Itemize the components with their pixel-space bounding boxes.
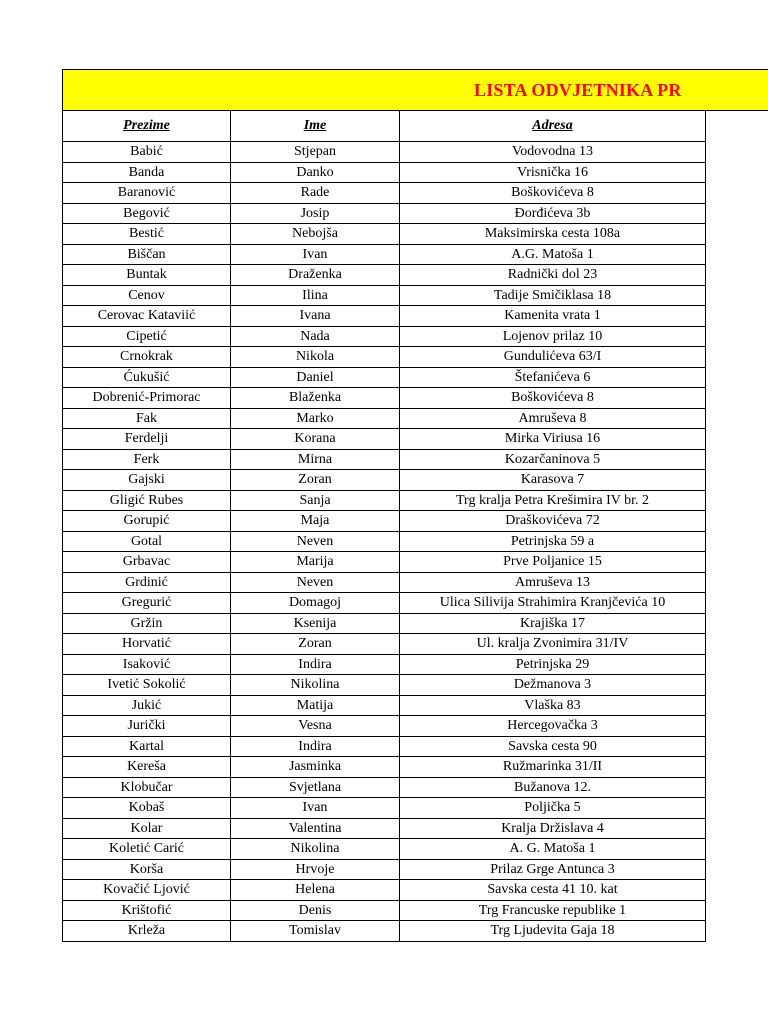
spreadsheet-sheet: [62, 69, 768, 942]
cell-adresa: Trg Francuske republike 1: [400, 900, 706, 921]
cell-ime: Tomislav: [231, 921, 400, 942]
cell-adresa: Ružmarinka 31/II: [400, 757, 706, 778]
cell-adresa: Poljička 5: [400, 798, 706, 819]
cell-ime: Ivan: [231, 798, 400, 819]
cell-adresa: Trg kralja Petra Krešimira IV br. 2: [400, 490, 706, 511]
cell-adresa: Bužanova 12.: [400, 777, 706, 798]
cell-ime: Valentina: [231, 818, 400, 839]
table-row: [63, 716, 706, 737]
cell-prezime: Kovačić Ljović: [63, 880, 231, 901]
cell-adresa: Gundulićeva 63/I: [400, 347, 706, 368]
cell-prezime: Isaković: [63, 654, 231, 675]
cell-adresa: Prilaz Grge Antunca 3: [400, 859, 706, 880]
cell-prezime: Grbavac: [63, 552, 231, 573]
table-row: [63, 490, 706, 511]
cell-adresa: Kozarčaninova 5: [400, 449, 706, 470]
table-row: [63, 921, 706, 942]
cell-ime: Marko: [231, 408, 400, 429]
document-title: LISTA ODVJETNIKA PR: [474, 80, 682, 100]
cell-prezime: Gorupić: [63, 511, 231, 532]
cell-ime: Ivana: [231, 306, 400, 327]
cell-adresa: Vrisnička 16: [400, 162, 706, 183]
cell-ime: Rade: [231, 183, 400, 204]
table-row: [63, 880, 706, 901]
cell-adresa: Boškovićeva 8: [400, 388, 706, 409]
cell-ime: Vesna: [231, 716, 400, 737]
table-row: [63, 859, 706, 880]
cell-prezime: Jukić: [63, 695, 231, 716]
table-row: [63, 531, 706, 552]
cell-prezime: Biščan: [63, 244, 231, 265]
cell-ime: Josip: [231, 203, 400, 224]
cell-ime: Helena: [231, 880, 400, 901]
table-row: [63, 203, 706, 224]
cell-prezime: Gajski: [63, 470, 231, 491]
column-header-ime: Ime: [231, 111, 400, 142]
cell-adresa: A. G. Matoša 1: [400, 839, 706, 860]
cell-prezime: Cenov: [63, 285, 231, 306]
cell-ime: Denis: [231, 900, 400, 921]
cell-prezime: Buntak: [63, 265, 231, 286]
cell-adresa: Petrinjska 59 a: [400, 531, 706, 552]
cell-adresa: Kamenita vrata 1: [400, 306, 706, 327]
table-row: [63, 347, 706, 368]
cell-prezime: Ivetić Sokolić: [63, 675, 231, 696]
cell-ime: Nikola: [231, 347, 400, 368]
cell-ime: Mirna: [231, 449, 400, 470]
cell-prezime: Krleža: [63, 921, 231, 942]
cell-ime: Matija: [231, 695, 400, 716]
cell-ime: Zoran: [231, 634, 400, 655]
table-row: [63, 736, 706, 757]
cell-prezime: Baranović: [63, 183, 231, 204]
table-row: [63, 285, 706, 306]
cell-ime: Nikolina: [231, 839, 400, 860]
table-row: [63, 224, 706, 245]
cell-ime: Nada: [231, 326, 400, 347]
cell-ime: Indira: [231, 736, 400, 757]
cell-adresa: Ulica Silivija Strahimira Kranjčevića 10: [400, 593, 706, 614]
table-row: [63, 470, 706, 491]
cell-adresa: Draškovićeva 72: [400, 511, 706, 532]
cell-ime: Hrvoje: [231, 859, 400, 880]
cell-prezime: Korša: [63, 859, 231, 880]
cell-ime: Daniel: [231, 367, 400, 388]
cell-adresa: Dežmanova 3: [400, 675, 706, 696]
cell-ime: Neven: [231, 572, 400, 593]
table-row: [63, 449, 706, 470]
cell-adresa: Savska cesta 90: [400, 736, 706, 757]
cell-prezime: Kartal: [63, 736, 231, 757]
cell-adresa: Štefanićeva 6: [400, 367, 706, 388]
cell-adresa: Karasova 7: [400, 470, 706, 491]
cell-adresa: Boškovićeva 8: [400, 183, 706, 204]
cell-adresa: Radnički dol 23: [400, 265, 706, 286]
table-row: [63, 511, 706, 532]
table-row: [63, 388, 706, 409]
cell-adresa: Vlaška 83: [400, 695, 706, 716]
cell-adresa: Trg Ljudevita Gaja 18: [400, 921, 706, 942]
table-body: [63, 142, 706, 942]
table-row: [63, 757, 706, 778]
cell-ime: Jasminka: [231, 757, 400, 778]
cell-adresa: Amruševa 8: [400, 408, 706, 429]
cell-prezime: Ćukušić: [63, 367, 231, 388]
cell-ime: Ilina: [231, 285, 400, 306]
table-row: [63, 367, 706, 388]
cell-adresa: Lojenov prilaz 10: [400, 326, 706, 347]
table-row: [63, 593, 706, 614]
cell-ime: Sanja: [231, 490, 400, 511]
cell-prezime: Gregurić: [63, 593, 231, 614]
cell-prezime: Cerovac Kataviić: [63, 306, 231, 327]
cell-prezime: Gotal: [63, 531, 231, 552]
cell-prezime: Fak: [63, 408, 231, 429]
cell-prezime: Dobrenić-Primorac: [63, 388, 231, 409]
cell-adresa: Hercegovačka 3: [400, 716, 706, 737]
table-row: [63, 839, 706, 860]
table-row: [63, 900, 706, 921]
cell-prezime: Klobučar: [63, 777, 231, 798]
cell-prezime: Crnokrak: [63, 347, 231, 368]
cell-adresa: Amruševa 13: [400, 572, 706, 593]
cell-ime: Blaženka: [231, 388, 400, 409]
cell-prezime: Krištofić: [63, 900, 231, 921]
cell-ime: Zoran: [231, 470, 400, 491]
cell-adresa: Krajiška 17: [400, 613, 706, 634]
cell-prezime: Gržin: [63, 613, 231, 634]
table-row: [63, 675, 706, 696]
header-row: [63, 111, 706, 142]
cell-adresa: Đorđićeva 3b: [400, 203, 706, 224]
table-row: [63, 552, 706, 573]
table-row: [63, 429, 706, 450]
cell-prezime: Koletić Carić: [63, 839, 231, 860]
cell-adresa: Ul. kralja Zvonimira 31/IV: [400, 634, 706, 655]
cell-ime: Stjepan: [231, 142, 400, 163]
table-row: [63, 818, 706, 839]
cell-adresa: Petrinjska 29: [400, 654, 706, 675]
cell-ime: Draženka: [231, 265, 400, 286]
cell-ime: Korana: [231, 429, 400, 450]
cell-prezime: Cipetić: [63, 326, 231, 347]
table-row: [63, 183, 706, 204]
table-row: [63, 244, 706, 265]
cell-ime: Ksenija: [231, 613, 400, 634]
column-header-adresa: Adresa: [400, 111, 706, 142]
table-row: [63, 326, 706, 347]
cell-adresa: Vodovodna 13: [400, 142, 706, 163]
cell-prezime: Horvatić: [63, 634, 231, 655]
table-row: [63, 634, 706, 655]
table-row: [63, 408, 706, 429]
table-row: [63, 306, 706, 327]
cell-ime: Nebojša: [231, 224, 400, 245]
cell-adresa: Mirka Viriusa 16: [400, 429, 706, 450]
cell-prezime: Begović: [63, 203, 231, 224]
cell-prezime: Kolar: [63, 818, 231, 839]
cell-ime: Marija: [231, 552, 400, 573]
cell-adresa: Kralja Držislava 4: [400, 818, 706, 839]
table-row: [63, 572, 706, 593]
cell-ime: Domagoj: [231, 593, 400, 614]
cell-adresa: A.G. Matoša 1: [400, 244, 706, 265]
cell-prezime: Babić: [63, 142, 231, 163]
table-row: [63, 613, 706, 634]
cell-adresa: Savska cesta 41 10. kat: [400, 880, 706, 901]
cell-prezime: Grdinić: [63, 572, 231, 593]
table-row: [63, 695, 706, 716]
cell-ime: Indira: [231, 654, 400, 675]
cell-prezime: Banda: [63, 162, 231, 183]
table-row: [63, 798, 706, 819]
title-bar: [62, 69, 768, 111]
table-row: [63, 162, 706, 183]
cell-ime: Ivan: [231, 244, 400, 265]
table-row: [63, 777, 706, 798]
cell-prezime: Bestić: [63, 224, 231, 245]
table-row: [63, 142, 706, 163]
column-header-prezime: Prezime: [63, 111, 231, 142]
cell-prezime: Ferdelji: [63, 429, 231, 450]
cell-prezime: Kereša: [63, 757, 231, 778]
cell-prezime: Jurički: [63, 716, 231, 737]
cell-adresa: Maksimirska cesta 108a: [400, 224, 706, 245]
cell-prezime: Gligić Rubes: [63, 490, 231, 511]
table-row: [63, 654, 706, 675]
cell-ime: Svjetlana: [231, 777, 400, 798]
cell-prezime: Kobaš: [63, 798, 231, 819]
cell-prezime: Ferk: [63, 449, 231, 470]
cell-ime: Danko: [231, 162, 400, 183]
cell-adresa: Prve Poljanice 15: [400, 552, 706, 573]
cell-adresa: Tadije Smičiklasa 18: [400, 285, 706, 306]
cell-ime: Maja: [231, 511, 400, 532]
cell-ime: Neven: [231, 531, 400, 552]
cell-ime: Nikolina: [231, 675, 400, 696]
table-row: [63, 265, 706, 286]
lawyers-table: [62, 111, 706, 942]
